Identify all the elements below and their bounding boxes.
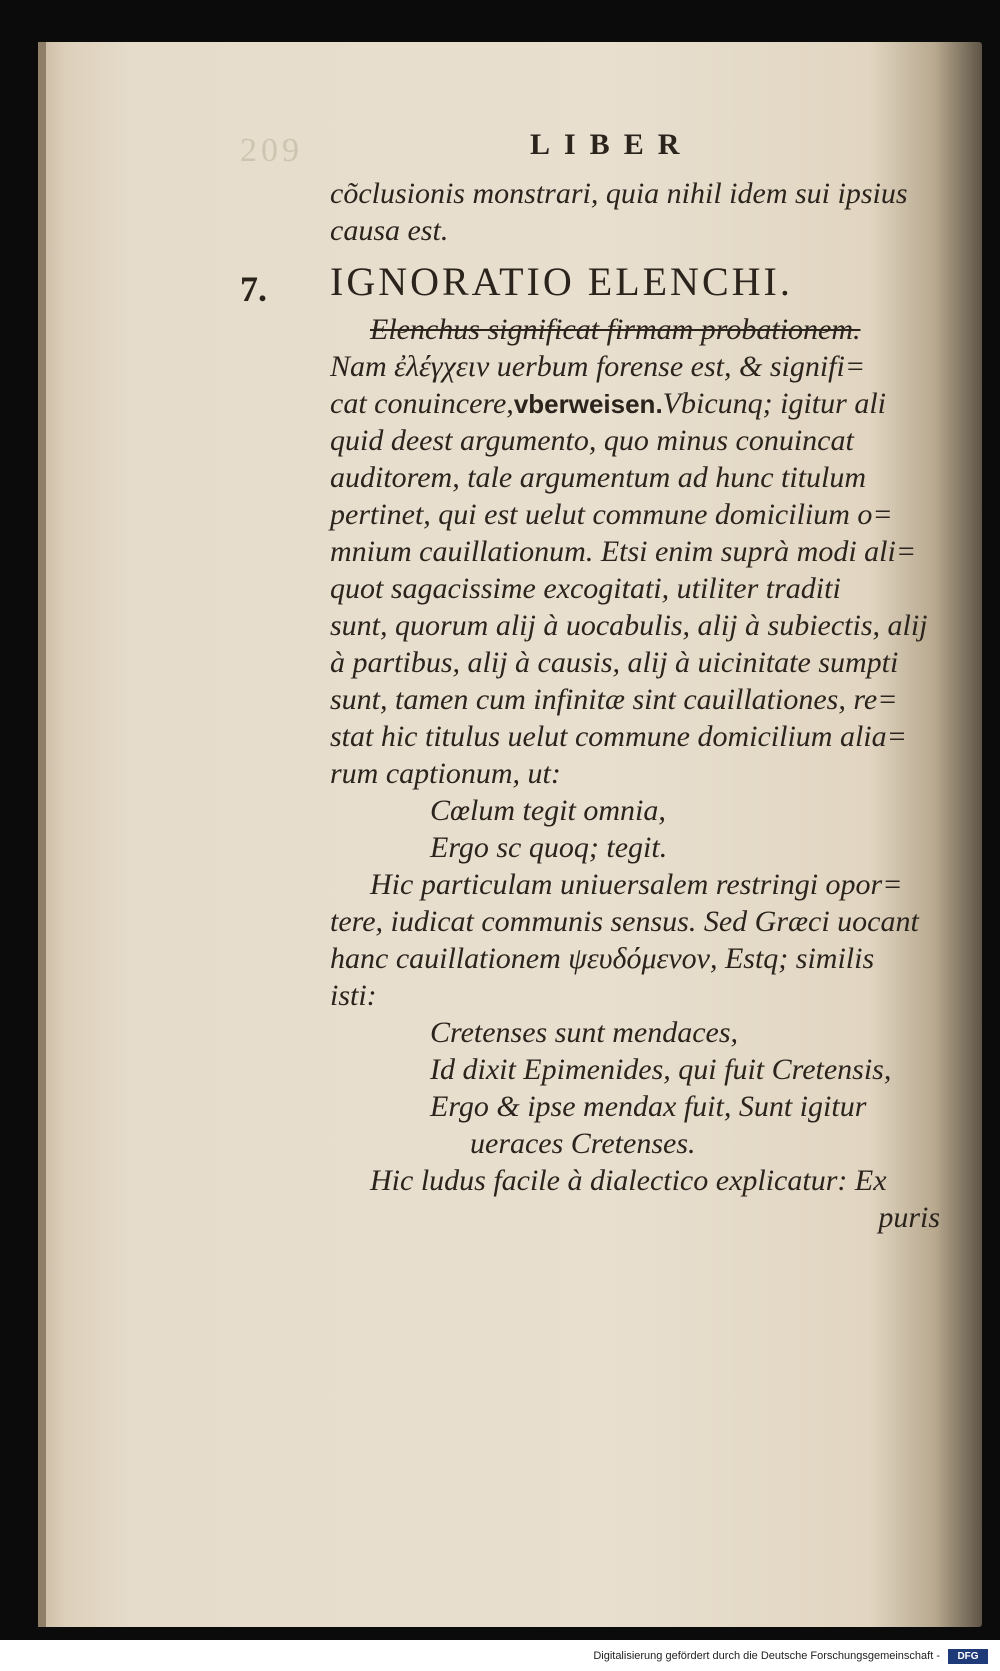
page-body: [330, 175, 960, 1236]
bleed-through-text: 209: [240, 132, 303, 169]
margin-number: 7.: [240, 269, 267, 309]
text-line: [330, 385, 960, 422]
text-line: isti:: [330, 979, 377, 1012]
verse-line: Id dixit Epimenides, qui fuit Cretensis,: [430, 1053, 892, 1086]
dfg-logo: DFG: [948, 1649, 988, 1664]
text-line: causa est.: [330, 214, 449, 247]
text-line: sunt, tamen cum infinitæ sint cauillationes, re=: [330, 683, 898, 716]
running-head: LIBER: [530, 128, 694, 161]
text-line: rum captionum, ut:: [330, 757, 561, 790]
text-line: Hic ludus facile à dialectico explicatur: Ex: [370, 1164, 887, 1197]
verse-line: Cœlum tegit omnia,: [430, 794, 666, 827]
text-line: Hic particulam uniuersalem restringi opor=: [370, 868, 903, 901]
text-span: cat conuincere,: [330, 387, 514, 420]
text-line: hanc cauillationem ψευδόμενον, Estq; similis: [330, 942, 875, 975]
verse-line: Cretenses sunt mendaces,: [430, 1016, 738, 1049]
verse-line: Ergo & ipse mendax fuit, Sunt igitur: [430, 1090, 867, 1123]
text-line: mnium cauillationum. Etsi enim suprà modi ali=: [330, 535, 917, 568]
text-line: Nam ἐλέγχειν uerbum forense est, & signifi=: [330, 350, 866, 383]
footer-bar: [0, 1646, 1000, 1671]
text-line: à partibus, alij à causis, alij à uicinitate sumpti: [330, 646, 899, 679]
german-gloss: vberweisen.: [513, 389, 663, 419]
section-heading: IGNORATIO ELENCHI.: [330, 259, 793, 304]
verse-line: Ergo sc quoq; tegit.: [430, 831, 668, 864]
text-line: auditorem, tale argumentum ad hunc titulum: [330, 461, 867, 494]
page-binding-edge: [38, 42, 46, 1627]
funding-credit: Digitalisierung gefördert durch die Deutsche Forschungsgemeinschaft -: [593, 1650, 940, 1662]
text-line: quid deest argumento, quo minus conuincat: [330, 424, 854, 457]
text-line: pertinet, qui est uelut commune domicilium o=: [330, 498, 893, 531]
catchword: puris: [878, 1201, 940, 1234]
verse-line: ueraces Cretenses.: [470, 1127, 696, 1160]
text-line: [330, 311, 960, 348]
text-line: tere, iudicat communis sensus. Sed Græci uocant: [330, 905, 919, 938]
text-line: stat hic titulus uelut commune domicilium alia=: [330, 720, 907, 753]
text-line: cõclusionis monstrari, quia nihil idem sui ipsius: [330, 177, 908, 210]
struck-text: Elenchus significat firmam probationem.: [370, 313, 861, 346]
text-line: sunt, quorum alij à uocabulis, alij à subiectis, alij: [330, 609, 928, 642]
text-span: Vbicunq; igitur ali: [662, 387, 886, 420]
text-line: quot sagacissime excogitati, utiliter traditi: [330, 572, 841, 605]
